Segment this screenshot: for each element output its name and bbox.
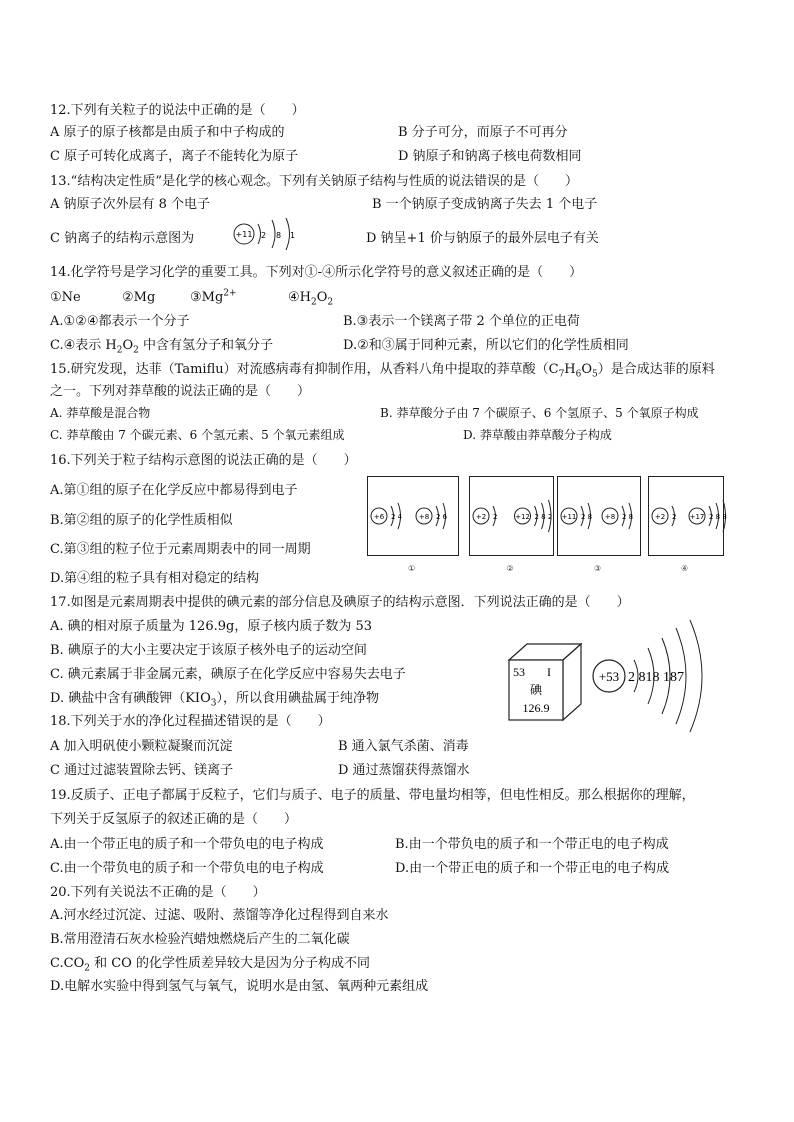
q16-nucleus-charge: +2 xyxy=(475,513,487,521)
q12-option-c: C 原子可转化成离子，离子不能转化为原子 xyxy=(50,149,299,164)
q12-option-d: D 钠原子和钠离子核电荷数相同 xyxy=(398,149,582,164)
q13-option-a: A 钠原子次外层有 8 个电子 xyxy=(50,197,211,212)
q16-nucleus-charge: +2 xyxy=(654,513,666,521)
q16-group-box-4 xyxy=(648,476,727,556)
q14-symbol-3: $③Mg^{2+}$ xyxy=(190,288,237,305)
q16-electron-counts: 2 8 2 xyxy=(534,513,553,521)
q15-option-d: D. 莽草酸由莽草酸分子构成 xyxy=(463,428,612,442)
element-symbol: I xyxy=(547,665,551,679)
q16-option-a: A.第①组的原子在化学反应中都易得到电子 xyxy=(50,483,298,498)
q15-option-c: C. 莽草酸由 7 个碳元素、6 个氢元素、5 个氧元素组成 xyxy=(50,428,345,442)
q16-group-label: ④ xyxy=(681,564,689,573)
q18-option-a: A 加入明矾使小颗粒凝聚而沉淀 xyxy=(50,739,233,754)
q13-option-c: C 钠离子的结构示意图为 xyxy=(50,231,195,246)
q15-stem-line2: 之一。下列对莽草酸的说法正确的是（ ） xyxy=(50,384,311,399)
q16-electron-counts: 2 6 xyxy=(436,513,448,521)
q19-option-d: D.由一个带正电的质子和一个带正电的电子构成 xyxy=(395,861,670,876)
q15-option-b: B. 莽草酸分子由 7 个碳原子、6 个氢原子、5 个氧原子构成 xyxy=(380,406,699,420)
q20-option-a: A.河水经过沉淀、过滤、吸附、蒸馏等净化过程得到自来水 xyxy=(50,908,389,923)
q14-option-a: A.①②④都表示一个分子 xyxy=(50,314,190,329)
q16-group-box-2 xyxy=(469,476,554,556)
q19-option-a: A.由一个带正电的质子和一个带负电的电子构成 xyxy=(50,837,324,852)
q16-electron-counts: 2 8 xyxy=(581,513,593,521)
q16-nucleus-charge: +17 xyxy=(689,513,705,521)
q19-stem-line2: 下列关于反氢原子的叙述正确的是（ ） xyxy=(50,812,298,827)
shell-3-count: 1 xyxy=(290,231,296,240)
shell-1-count: 2 xyxy=(261,231,267,240)
q16-electron-counts: 2 8 8 xyxy=(709,513,727,521)
q16-electron-counts: 2 8 xyxy=(622,513,634,521)
q17-option-a: A. 碘的相对原子质量为 126.9g，原子核内质子数为 53 xyxy=(50,619,372,634)
q16-group-label: ③ xyxy=(594,564,602,573)
q15-stem-line1: 15.研究发现，达菲（Tamiflu）对流感病毒有抑制作用，从香料八角中提取的莽草酸$(C_7H_6O_5)$是合成达菲的原料 xyxy=(50,362,715,380)
q16-nucleus-charge: +8 xyxy=(604,513,616,521)
q14-option-d: D.②和③属于同种元素，所以它们的化学性质相同 xyxy=(343,338,629,353)
atomic-mass: 126.9 xyxy=(522,701,550,715)
atomic-number: 53 xyxy=(513,665,525,679)
q14-symbol-1: ①Ne xyxy=(50,290,81,305)
iodine-element-cell xyxy=(505,640,585,722)
q20-option-c: $C.CO_2$ 和 CO 的化学性质差异较大是因为分子构成不同 xyxy=(50,956,370,974)
q16-nucleus-charge: +11 xyxy=(561,513,577,521)
q14-symbol-2: ②Mg xyxy=(122,290,156,305)
iodine-nucleus: +53 xyxy=(598,669,620,684)
q16-electron-counts: 2 xyxy=(672,513,677,521)
q19-option-c: C.由一个带负电的质子和一个带负电的电子构成 xyxy=(50,861,324,876)
q16-electron-counts: 2 xyxy=(493,513,498,521)
q17-option-b: B. 碘原子的大小主要决定于该原子核外电子的运动空间 xyxy=(50,643,367,658)
q18-option-c: C 通过过滤装置除去钙、镁离子 xyxy=(50,763,234,778)
q19-stem-line1: 19.反质子、正电子都属于反粒子，它们与质子、电子的质量、带电量均相等，但电性相反。那么根据你的理解， xyxy=(50,788,695,803)
q16-nucleus-charge: +12 xyxy=(515,513,530,521)
shell-2-count: 8 xyxy=(276,231,282,240)
sodium-ion-structure-diagram xyxy=(232,214,302,254)
q18-option-d: D 通过蒸馏获得蒸馏水 xyxy=(338,763,470,778)
iodine-atom-structure xyxy=(590,612,760,742)
q16-nucleus-charge: +8 xyxy=(418,513,430,521)
q16-option-b: B.第②组的原子的化学性质相似 xyxy=(50,513,233,528)
q16-option-d: D.第④组的粒子具有相对稳定的结构 xyxy=(50,571,260,586)
q17-option-c: C. 碘元素属于非金属元素，碘原子在化学反应中容易失去电子 xyxy=(50,667,406,682)
element-name: 碘 xyxy=(529,683,543,697)
q14-symbol-4: $④H_2O_2$ xyxy=(288,290,334,308)
q14-option-b: B.③表示一个镁离子带 2 个单位的正电荷 xyxy=(343,314,580,329)
q12-option-a: A 原子的原子核都是由质子和中子构成的 xyxy=(50,125,285,140)
q19-option-b: B.由一个带负电的质子和一个带正电的电子构成 xyxy=(395,837,669,852)
q13-option-d: D 钠呈+1 价与钠原子的最外层电子有关 xyxy=(366,231,599,246)
q20-option-d: D.电解水实验中得到氢气与氧气，说明水是由氢、氧两种元素组成 xyxy=(50,979,429,994)
q14-option-c: C.④表示 $H_2O_2$ 中含有氢分子和氧分子 xyxy=(50,338,274,356)
iodine-shell-counts: 2 818 187 xyxy=(628,670,684,685)
q17-stem: 17.如图是元素周期表中提供的碘元素的部分信息及碘原子的结构示意图．下列说法正确的是（ ） xyxy=(50,595,630,610)
q16-stem: 16.下列关于粒子结构示意图的说法正确的是（ ） xyxy=(50,453,357,468)
q17-option-d: D. 碘盐中含有碘酸钾$(KIO_3)$，所以食用碘盐属于纯净物 xyxy=(50,691,379,709)
q12-stem: 12.下列有关粒子的说法中正确的是（ ） xyxy=(50,103,305,118)
q13-stem: 13.“结构决定性质”是化学的核心观念。下列有关钠原子结构与性质的说法错误的是（ ） xyxy=(50,174,578,189)
nucleus-label: +11 xyxy=(235,230,253,239)
q16-group-box-3 xyxy=(557,476,641,556)
q16-group-label: ② xyxy=(506,564,514,573)
q13-option-b: B 一个钠原子变成钠离子失去 1 个电子 xyxy=(372,197,598,212)
q20-stem: 20.下列有关说法不正确的是（ ） xyxy=(50,885,266,900)
q14-stem: 14.化学符号是学习化学的重要工具。下列对①-④所示化学符号的意义叙述正确的是（ ） xyxy=(50,265,583,280)
q16-group-label: ① xyxy=(408,564,416,573)
q16-electron-counts: 2 4 xyxy=(391,513,403,521)
q18-option-b: B 通入氯气杀菌、消毒 xyxy=(338,739,469,754)
q16-nucleus-charge: +6 xyxy=(373,513,385,521)
q18-stem: 18.下列关于水的净化过程描述错误的是（ ） xyxy=(50,714,331,729)
q15-option-a: A. 莽草酸是混合物 xyxy=(50,406,151,420)
q20-option-b: B.常用澄清石灰水检验汽蜡烛燃烧后产生的二氧化碳 xyxy=(50,932,350,947)
q12-option-b: B 分子可分，而原子不可再分 xyxy=(398,125,568,140)
q16-group-box-1 xyxy=(367,476,459,556)
q16-option-c: C.第③组的粒子位于元素周期表中的同一周期 xyxy=(50,542,311,557)
